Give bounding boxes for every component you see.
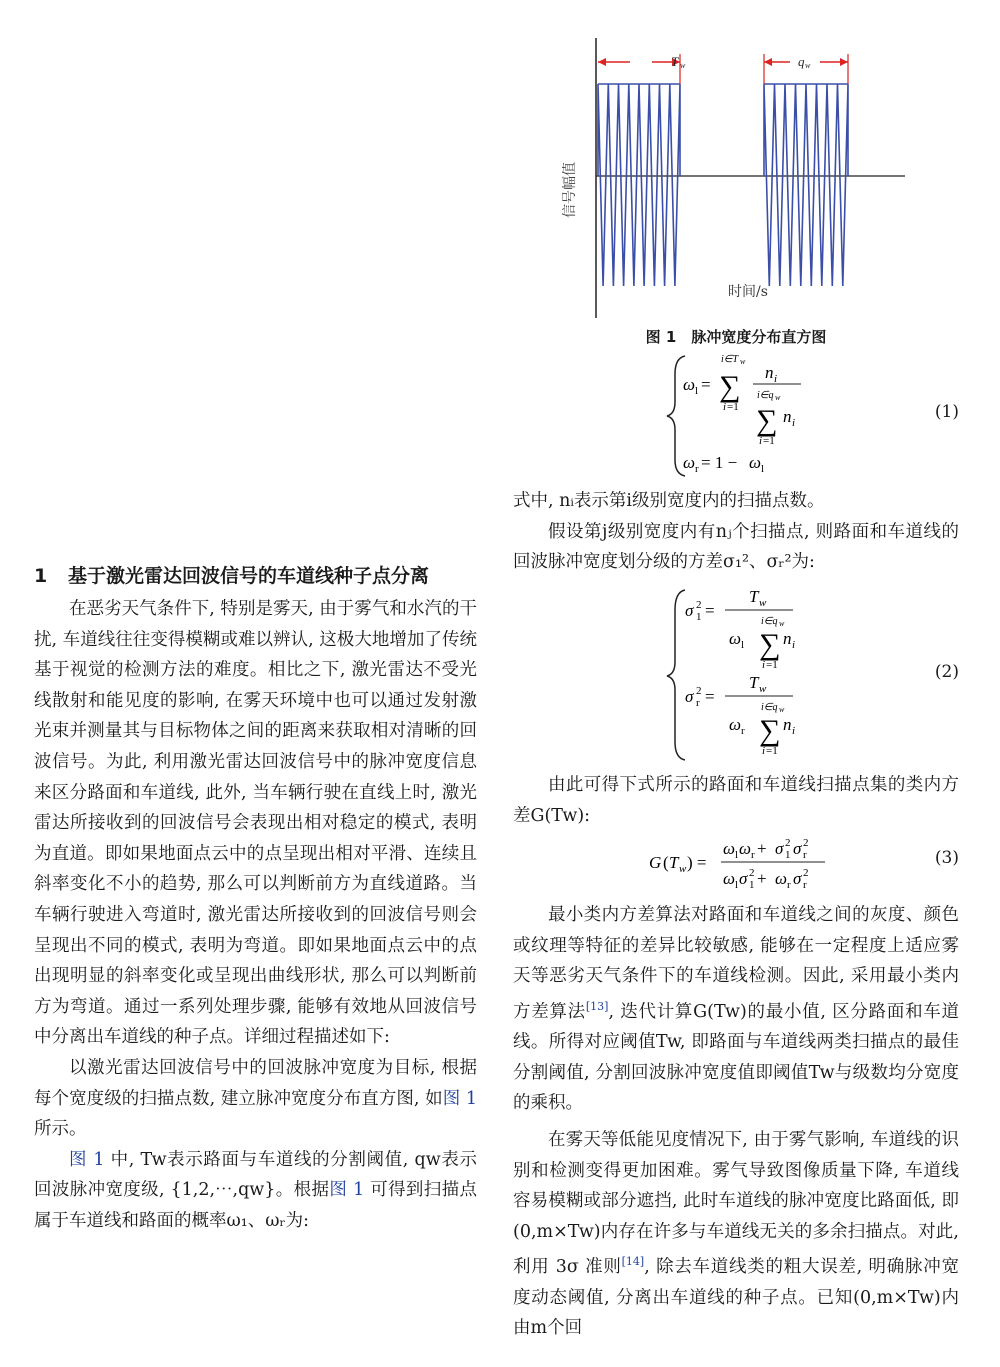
svg-text:w: w <box>779 705 785 714</box>
figure-1-link[interactable]: 图 1 <box>442 1088 478 1109</box>
svg-text:+: + <box>757 839 767 858</box>
figure-1-link-3[interactable]: 图 1 <box>329 1180 365 1201</box>
right-column-top <box>513 486 959 578</box>
svg-text:w: w <box>805 61 811 70</box>
histogram-text: 以激光雷达回波信号中的回波脉冲宽度为目标, 根据每个宽度级的扫描点数, 建立脉冲宽度分布直方图, 如 <box>34 1057 477 1109</box>
fog-text-2: , 除去车道线类的粗大误差, 明确脉冲宽度动态阈值, 分离出车道线的种子点。已知(0,m×Tw)内由m个回 <box>513 1257 959 1339</box>
svg-text:ω: ω <box>729 715 742 734</box>
svg-text:(: ( <box>663 853 669 872</box>
equation-3-number: (3) <box>934 848 959 868</box>
fog-text-1: 在雾天等低能见度情况下, 由于雾气影响, 车道线的识别和检测变得更加困难。雾气导致图像质量下降, 车道线容易模糊或部分遮挡, 此时车道线的脉冲宽度比路面低, 即(0,m×Tw)内存在许多与车道线无关的多余扫描点。对此, 利用 3σ 准则 <box>513 1129 959 1278</box>
equation-3 <box>513 832 959 894</box>
qw-label: q <box>798 54 805 69</box>
svg-text:r: r <box>803 849 807 861</box>
section-heading <box>34 560 477 592</box>
left-column <box>34 560 477 1236</box>
svg-text:i∈q: i∈q <box>761 702 778 713</box>
svg-text:i∈T: i∈T <box>721 354 739 365</box>
right-column-bottom <box>513 900 959 1344</box>
histogram-paragraph <box>34 1053 477 1145</box>
svg-text:=: = <box>701 375 711 394</box>
min-variance-text-1: 最小类内方差算法对路面和车道线之间的灰度、颜色或纹理等特征的差异比较敏感, 能够在一定程度上适应雾天等恶劣天气条件下的车道线检测。因此, 采用最小类内方差算法 <box>513 905 959 1022</box>
equation-2-number: (2) <box>934 662 959 682</box>
svg-text:i∈q: i∈q <box>761 616 778 627</box>
threshold-paragraph <box>34 1145 477 1237</box>
threshold-text-end: 可得到扫描点属于车道线和路面的概率ω₁、ωᵣ为: <box>34 1180 478 1231</box>
svg-text:=: = <box>705 601 715 620</box>
svg-text:∑: ∑ <box>759 628 781 661</box>
svg-text:r: r <box>787 879 791 891</box>
tw-annotation <box>598 54 686 84</box>
tw-label: T <box>671 54 679 69</box>
svg-text:2: 2 <box>696 599 702 611</box>
svg-text:2: 2 <box>696 685 702 697</box>
svg-text:w: w <box>759 683 767 695</box>
svg-text:=1: =1 <box>763 435 775 447</box>
svg-text:i: i <box>723 401 727 413</box>
svg-text:n: n <box>783 629 792 648</box>
svg-text:ω: ω <box>775 869 788 888</box>
svg-text:∑: ∑ <box>719 370 741 403</box>
svg-text:i: i <box>774 373 778 385</box>
equation-1-number: (1) <box>934 402 959 422</box>
pulse-train-2 <box>764 84 848 286</box>
svg-text:ω: ω <box>723 839 736 858</box>
intro-paragraph: 在恶劣天气条件下, 特别是雾天, 由于雾气和水汽的干扰, 车道线往往变得模糊或难以辨认, 这极大地增加了传统基于视觉的检测方法的难度。相比之下, 激光雷达不受光线散射和能见度的影响, 在雾天环境中也可以通过发射激光束并测量其与目标物体之间的距离来获取相对清晰的回波信号。为此, 利用激光雷达回波信号中的脉冲宽度信息来区分路面和车道线, 此外, 当车辆行驶在直线上时, 激光雷达所接收到的回波信号会表现出相对稳定的模式, 表明为直道。即如果地面点云中的点呈现出相对平滑、连续且斜率变化不小的趋势, 那么可以判断前方为直线道路。当车辆行驶进入弯道时, 激光雷达所接收到的回波信号则会呈现出不同的模式, 表明为弯道。即如果地面点云中的点出现明显的斜率变化或呈现出曲线形状, 那么可以判断前方为弯道。通过一系列处理步骤, 能够有效地从回波信号中分离出车道线的种子点。详细过程描述如下: <box>34 599 477 1048</box>
figure-1-link-2[interactable]: 图 1 <box>69 1149 105 1170</box>
svg-text:G: G <box>649 853 662 872</box>
pulse-width-figure <box>540 28 920 328</box>
pulse-train-1 <box>598 84 680 286</box>
svg-text:i: i <box>762 659 766 671</box>
histogram-text-end: 所示。 <box>34 1119 87 1140</box>
svg-text:=1: =1 <box>766 659 778 671</box>
svg-text:i: i <box>792 417 796 429</box>
svg-text:r: r <box>741 725 745 737</box>
svg-text:2: 2 <box>785 837 791 849</box>
svg-text:n: n <box>783 715 792 734</box>
svg-text:r: r <box>751 849 755 861</box>
svg-text:l: l <box>761 463 765 475</box>
svg-text:w: w <box>779 619 785 628</box>
svg-text:=1: =1 <box>727 401 739 413</box>
svg-text:l: l <box>741 639 745 651</box>
svg-text:σ: σ <box>775 839 784 858</box>
svg-text:w: w <box>759 597 767 609</box>
figure-caption: 图 1 脉冲宽度分布直方图 <box>645 328 827 346</box>
min-variance-paragraph <box>513 900 959 1119</box>
min-variance-text-2: , 迭代计算G(Tw)的最小值, 区分路面和车道线。所得对应阈值Tw, 即路面与车道线两类扫描点的最佳分割阈值, 分割回波脉冲宽度值即阈值Tw与级数均分宽度的乘积。 <box>513 1001 959 1114</box>
svg-text:w: w <box>680 61 686 70</box>
equation-1 <box>513 350 959 480</box>
svg-text:=1: =1 <box>766 745 778 757</box>
x-axis-label: 时间/s <box>728 284 768 300</box>
citation-14[interactable]: [14] <box>621 1255 645 1269</box>
svg-text:σ: σ <box>793 869 802 888</box>
svg-text:r: r <box>696 697 700 709</box>
svg-text:ω: ω <box>723 869 736 888</box>
svg-text:1: 1 <box>785 849 791 861</box>
svg-text:r: r <box>695 463 699 475</box>
svg-text:2: 2 <box>803 867 809 879</box>
svg-text:l: l <box>695 385 699 397</box>
section-number: 1 <box>34 565 48 587</box>
svg-text:ω: ω <box>739 839 752 858</box>
svg-text:1: 1 <box>696 611 702 623</box>
svg-text:n: n <box>783 407 792 426</box>
svg-text:r: r <box>803 879 807 891</box>
svg-text:σ: σ <box>685 601 694 620</box>
svg-text:i: i <box>792 639 796 651</box>
svg-text:T: T <box>749 587 759 606</box>
svg-text:1: 1 <box>749 879 755 891</box>
svg-text:w: w <box>775 393 781 402</box>
qw-annotation <box>764 54 848 84</box>
svg-text:i: i <box>762 745 766 757</box>
svg-text:T: T <box>749 673 759 692</box>
svg-text:ω: ω <box>729 629 742 648</box>
svg-text:) =: ) = <box>687 853 707 872</box>
threshold-text: 中, Tw表示路面与车道线的分割阈值, qw表示回波脉冲宽度级, {1,2,⋯,qw}。根据 <box>34 1149 477 1201</box>
fog-paragraph <box>513 1125 959 1344</box>
within-class-paragraph: 由此可得下式所示的路面和车道线扫描点集的类内方差G(Tw): <box>513 775 959 826</box>
svg-text:ω: ω <box>683 375 696 394</box>
svg-text:n: n <box>765 363 774 382</box>
svg-text:w: w <box>740 357 746 366</box>
svg-text:2: 2 <box>803 837 809 849</box>
svg-text:T: T <box>669 853 679 872</box>
svg-text:σ: σ <box>685 687 694 706</box>
section-title: 基于激光雷达回波信号的车道线种子点分离 <box>68 565 430 587</box>
variance-paragraph: 假设第j级别宽度内有nⱼ个扫描点, 则路面和车道线的回波脉冲宽度划分级的方差σ₁²、σᵣ²为: <box>513 521 959 573</box>
y-axis-label: 信号幅值 <box>562 162 578 218</box>
svg-text:+: + <box>757 869 767 888</box>
svg-text:ω: ω <box>683 453 696 472</box>
svg-text:∑: ∑ <box>756 404 778 437</box>
right-column-mid <box>513 770 959 831</box>
svg-text:ω: ω <box>749 453 762 472</box>
svg-text:= 1 −: = 1 − <box>701 453 738 472</box>
equation-2 <box>513 586 959 764</box>
svg-text:σ: σ <box>793 839 802 858</box>
svg-text:2: 2 <box>749 867 755 879</box>
svg-text:l: l <box>735 879 739 891</box>
svg-text:i: i <box>759 435 763 447</box>
svg-text:i: i <box>792 725 796 737</box>
svg-text:i∈q: i∈q <box>757 390 774 401</box>
svg-text:=: = <box>705 687 715 706</box>
waveform-group <box>598 84 848 286</box>
eq1-explanation: 式中, nᵢ表示第i级别宽度内的扫描点数。 <box>513 491 825 511</box>
svg-text:w: w <box>679 863 687 875</box>
svg-text:σ: σ <box>739 869 748 888</box>
svg-text:∑: ∑ <box>759 714 781 747</box>
svg-text:l: l <box>735 849 739 861</box>
citation-13[interactable]: [13] <box>585 999 609 1013</box>
